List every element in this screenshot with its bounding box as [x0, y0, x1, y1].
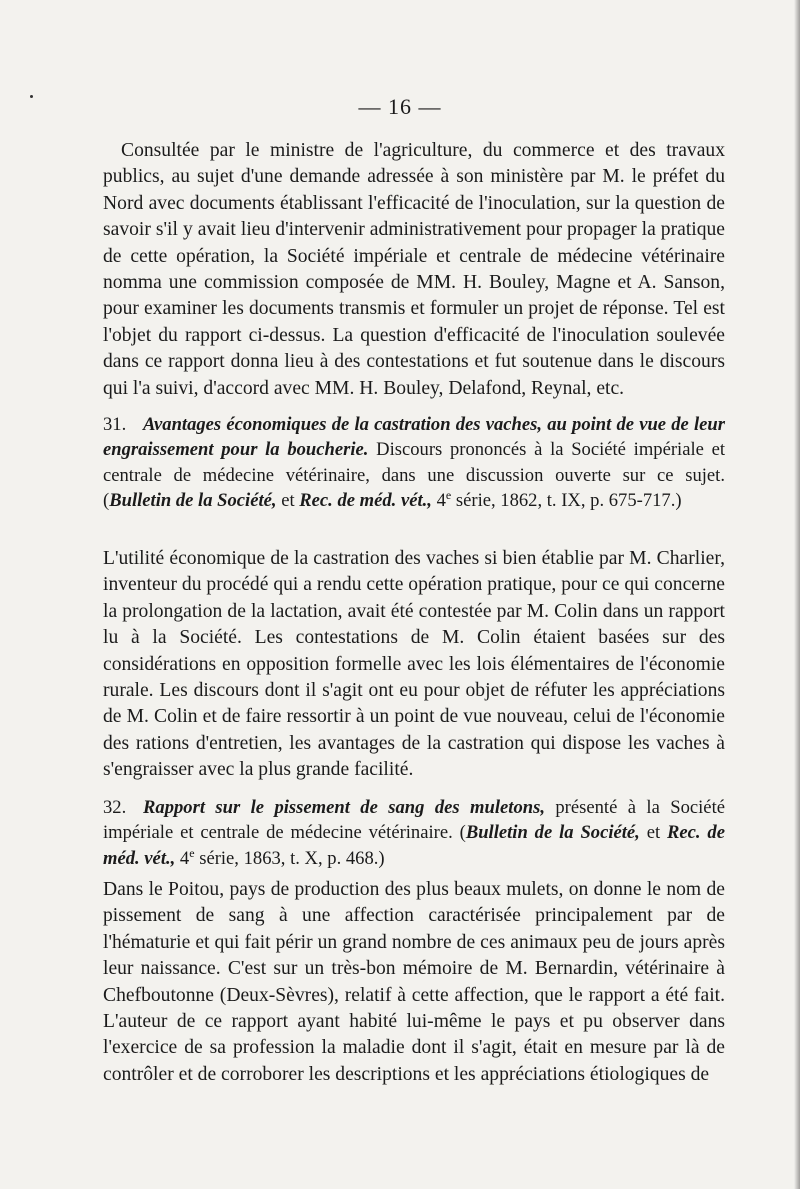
bibliography-entry-31 — [103, 412, 725, 514]
entry-text: série, 1862, t. IX, p. 675-717.) — [451, 490, 682, 512]
entry-text: et — [639, 822, 667, 844]
entry-reference: Rec. de méd. vét., — [299, 490, 432, 512]
paragraph-castration — [103, 546, 725, 784]
entry-reference: Rec. de méd. vét., — [103, 822, 725, 869]
paragraph-3-text: Dans le Poitou, pays de production des plus beaux mulets, on donne le nom de pissement de sang à une affection caractérisée principalement par de l'hématurie et qui fait périr un grand nombre de ces animaux peu de jours après leur naissance. C'est sur un très-bon mémoire de M. Bernardin, vétérinaire à Chefboutonne (Deux-Sèvres), relatif à cette affection, que le rapport a été fait. L'auteur de ce rapport ayant habité lui-même le pays et pu observer dans l'exercice de sa profession la maladie dont il s'agit, était en mesure par là de contrôler et de corroborer les descriptions et les appréciations étiologiques de — [103, 879, 725, 1085]
bibliography-entry-32 — [103, 795, 725, 871]
paragraph-1-text: Consultée par le ministre de l'agriculture, du commerce et des travaux publics, au sujet d'une demande adressée à son ministère par M. le préfet du Nord avec documents établissant l'efficacité de l'inoculation, sur la question de savoir s'il y avait lieu d'intervenir administrativement pour propager la pratique de cette opération, la Société impériale et centrale de médecine vétérinaire nomma une commission composée de MM. H. Bouley, Magne et A. Sanson, pour examiner les documents transmis et formuler un projet de réponse. Tel est l'objet du rapport ci-dessus. La question d'efficacité de l'inoculation soulevée dans ce rapport donna lieu à des contestations et fut soutenue dans le discours qui l'a suivi, d'accord avec MM. H. Bouley, Delafond, Reynal, etc. — [103, 140, 725, 399]
paragraph-2-text: L'utilité économique de la castration des vaches si bien établie par M. Charlier, inventeur du procédé qui a rendu cette opération pratique, pour ce qui concerne la prolongation de la lactation, avait été contestée par M. Colin dans un rapport lu à la Société. Les contestations de M. Colin étaient basées sur des considérations en opposition formelle avec les lois élémentaires de l'économie rurale. Les discours dont il s'agit ont eu pour objet de réfuter les appréciations de M. Colin et de faire ressortir à un point de vue nouveau, celui de l'économie des rations d'entretien, les avantages de la castration qui dispose les vaches à s'engraisser avec la plus grande facilité. — [103, 548, 725, 781]
entry-reference: Bulletin de la Société, — [465, 822, 640, 844]
page-number: — 16 — — [358, 94, 442, 119]
entry-reference: Bulletin de la Société, — [109, 490, 277, 512]
entry-series: 4 — [175, 847, 190, 869]
paragraph-inoculation — [103, 138, 725, 402]
page-edge-shadow — [794, 0, 800, 1189]
entry-title: Rapport sur le pissement de sang des muletons, — [143, 797, 545, 818]
entry-series-sup: e — [189, 845, 195, 860]
entry-title: Avantages économiques de la castration des vaches, au point de vue de leur engraissement pour la boucherie. — [103, 414, 725, 461]
entry-text: présenté à la Société impériale et centrale de médecine vétérinaire. ( — [103, 797, 725, 844]
entry-number: 31. — [103, 414, 127, 435]
entry-series: 4 — [431, 490, 446, 512]
entry-series-sup: e — [445, 488, 452, 503]
entry-text: et — [276, 490, 300, 512]
entry-text: série, 1863, t. X, p. 468.) — [194, 847, 385, 869]
entry-number: 32. — [103, 797, 127, 818]
paragraph-pissement — [103, 877, 725, 1088]
entry-text: Discours prononcés à la Société impériale et centrale de médecine vétérinaire, dans une discussion ouverte sur ce sujet. ( — [103, 439, 726, 512]
